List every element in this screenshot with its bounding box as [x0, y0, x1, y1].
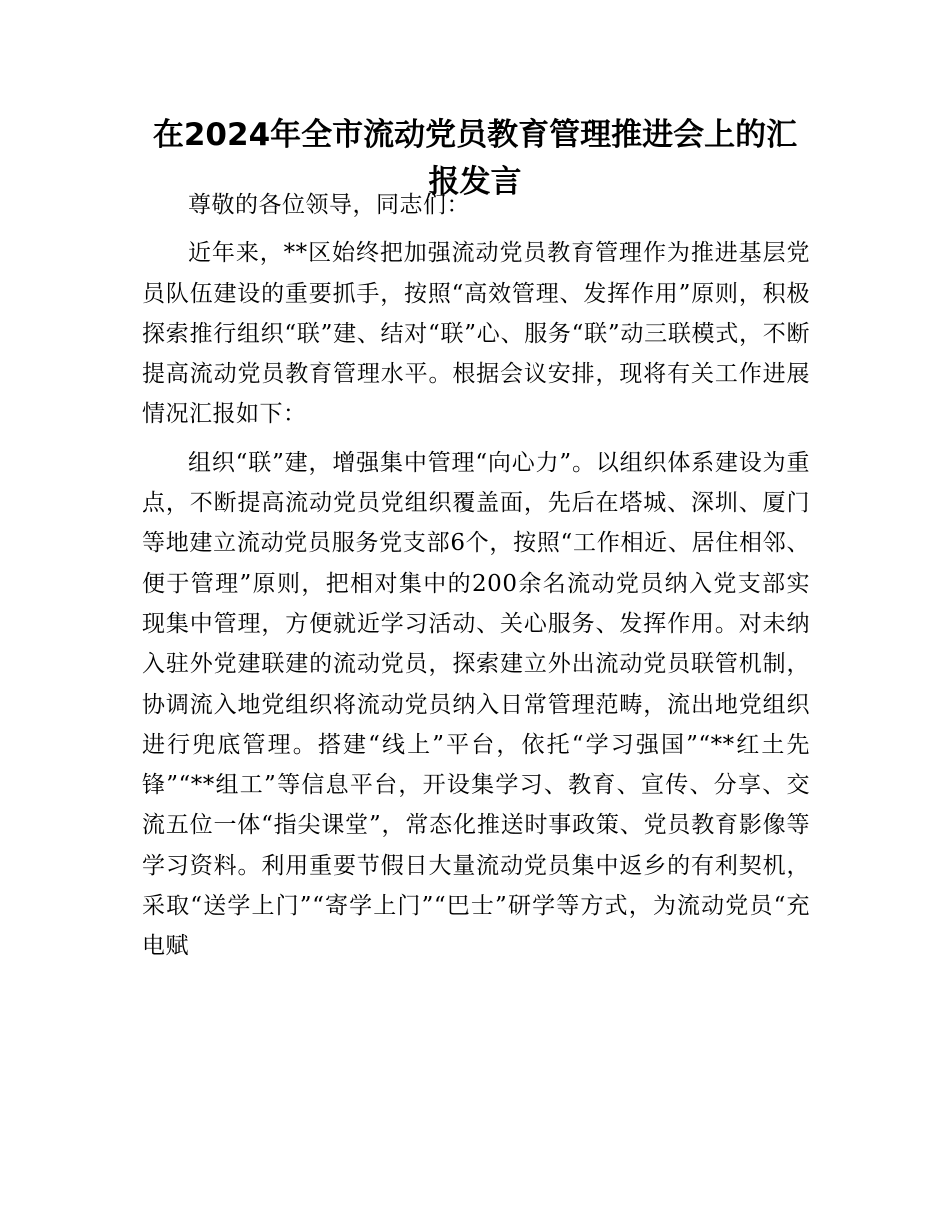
paragraph-organization: 组织“联”建，增强集中管理“向心力”。以组织体系建设为重点，不断提高流动党员党组织覆盖面，先后在塔城、深圳、厦门等地建立流动党员服务党支部6个，按照“工作相近、居住相邻、便于管理”原则，把相对集中的200余名流动党员纳入党支部实现集中管理，方便就近学习活动、关心服务、发挥作用。对未纳入驻外党建联建的流动党员，探索建立外出流动党员联管机制，协调流入地党组织将流动党员纳入日常管理范畴，流出地党组织进行兜底管理。搭建“线上”平台，依托“学习强国”“**红土先锋”“**组工”等信息平台，开设集学习、教育、宣传、分享、交流五位一体“指尖课堂”，常态化推送时事政策、党员教育影像等学习资料。利用重要节假日大量流动党员集中返乡的有利契机，采取“送学上门”“寄学上门”“巴士”研学等方式，为流动党员“充电赋 [142, 449, 810, 960]
document-title: 在2024年全市流动党员教育管理推进会上的汇报发言 [152, 117, 798, 200]
paragraph-intro: 近年来，**区始终把加强流动党员教育管理作为推进基层党员队伍建设的重要抓手，按照“高效管理、发挥作用”原则，积极探索推行组织“联”建、结对“联”心、服务“联”动三联模式，不断提高流动党员教育管理水平。根据会议安排，现将有关工作进展情况汇报如下： [142, 240, 810, 428]
greeting-line: 尊敬的各位领导，同志们： [188, 192, 470, 218]
document-body [142, 185, 810, 975]
